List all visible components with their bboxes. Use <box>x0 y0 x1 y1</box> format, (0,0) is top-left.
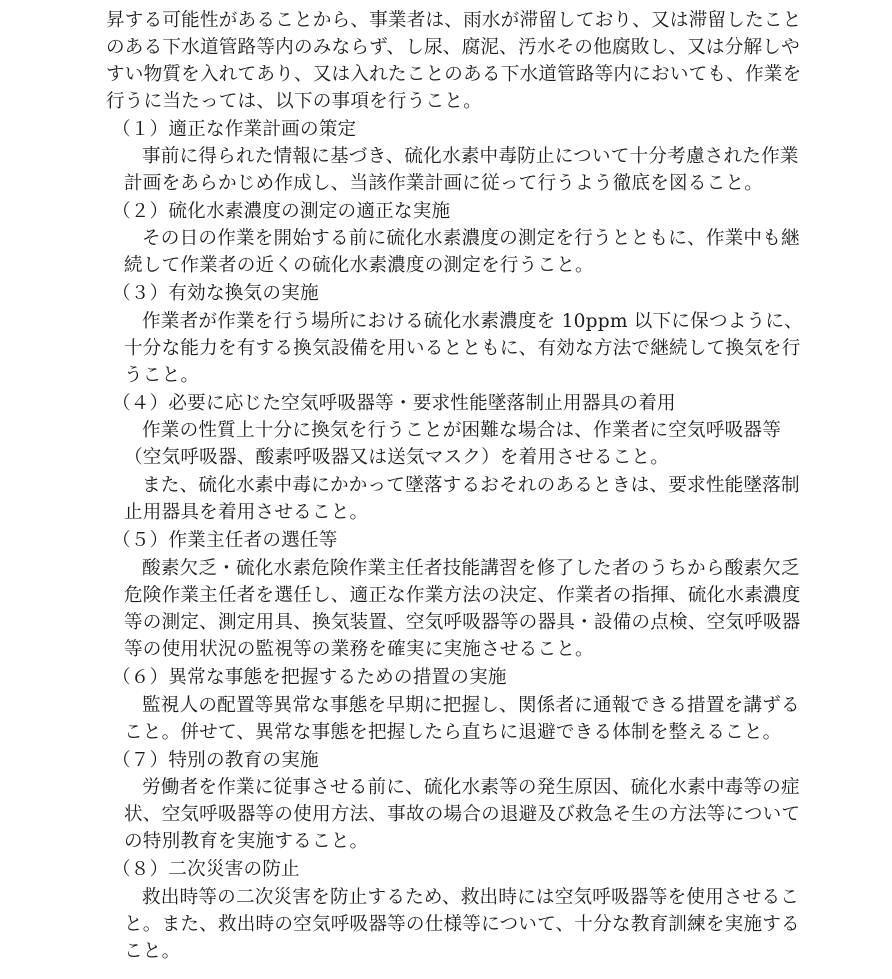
section-text: 事前に得られた情報に基づき、硫化水素中毒防止について十分考慮された作業 <box>142 146 799 167</box>
intro-line: すい物質を入れてあり、又は入れたことのある下水道管路等内においても、作業を <box>106 64 802 85</box>
section-heading-1: （１）適正な作業計画の策定 <box>112 119 357 140</box>
section-text: 続して作業者の近くの硫化水素濃度の測定を行うこと。 <box>124 255 594 276</box>
section-text: 等の使用状況の監視等の業務を確実に実施させること。 <box>124 639 594 660</box>
section-heading-8: （８）二次災害の防止 <box>112 859 300 880</box>
section-text: 救出時等の二次災害を防止するため、救出時には空気呼吸器等を使用させるこ <box>142 887 800 908</box>
section-heading-3: （３）有効な換気の実施 <box>112 283 319 304</box>
section-text: また、硫化水素中毒にかかって墜落するおそれのあるときは、要求性能墜落制 <box>142 475 800 496</box>
section-text: 計画をあらかじめ作成し、当該作業計画に従って行うよう徹底を図ること。 <box>124 173 763 194</box>
section-text: 止用器具を着用させること。 <box>124 502 369 523</box>
intro-line: のある下水道管路等内のみならず、し尿、腐泥、汚水その他腐敗し、又は分解しや <box>106 37 800 58</box>
section-text: こと。 <box>124 941 181 962</box>
section-text: 酸素欠乏・硫化水素危険作業主任者技能講習を修了した者のうちから酸素欠乏 <box>142 558 800 579</box>
section-text: 監視人の配置等異常な事態を早期に把握し、関係者に通報できる措置を講ずる <box>142 695 800 716</box>
section-text: その日の作業を開始する前に硫化水素濃度の測定を行うとともに、作業中も継 <box>142 228 800 249</box>
section-text: うこと。 <box>124 365 200 386</box>
section-text: 十分な能力を有する換気設備を用いるとともに、有効な方法で継続して換気を行 <box>124 338 801 359</box>
section-text: と。また、救出時の空気呼吸器等の仕様等について、十分な教育訓練を実施する <box>124 914 800 935</box>
section-text: （空気呼吸器、酸素呼吸器又は送気マスク）を着用させること。 <box>124 447 670 468</box>
section-text: 状、空気呼吸器等の使用方法、事故の場合の退避及び救急そ生の方法等について <box>124 804 801 825</box>
intro-line: 昇する可能性があることから、事業者は、雨水が滞留しており、又は滞留したこと <box>106 10 802 31</box>
section-text: 作業の性質上十分に換気を行うことが困難な場合は、作業者に空気呼吸器等 <box>142 420 781 441</box>
intro-line: 行うに当たっては、以下の事項を行うこと。 <box>106 91 482 112</box>
section-heading-2: （２）硫化水素濃度の測定の適正な実施 <box>112 201 451 222</box>
section-heading-7: （７）特別の教育の実施 <box>112 750 319 771</box>
section-text: こと。併せて、異常な事態を把握したら直ちに退避できる体制を整えること。 <box>124 722 782 743</box>
section-heading-4: （４）必要に応じた空気呼吸器等・要求性能墜落制止用器具の着用 <box>112 393 676 414</box>
section-text: 等の測定、測定用具、換気装置、空気呼吸器等の器具・設備の点検、空気呼吸器 <box>124 612 801 633</box>
section-text: 危険作業主任者を選任し、適正な作業方法の決定、作業者の指揮、硫化水素濃度 <box>124 585 801 606</box>
section-heading-6: （６）異常な事態を把握するための措置の実施 <box>112 667 507 688</box>
section-text: 労働者を作業に従事させる前に、硫化水素等の発生原因、硫化水素中毒等の症 <box>142 777 800 798</box>
section-text: 作業者が作業を行う場所における硫化水素濃度を 10ppm 以下に保つように、 <box>142 311 803 332</box>
section-heading-5: （５）作業主任者の選任等 <box>112 530 338 551</box>
section-text: の特別教育を実施すること。 <box>124 831 369 852</box>
